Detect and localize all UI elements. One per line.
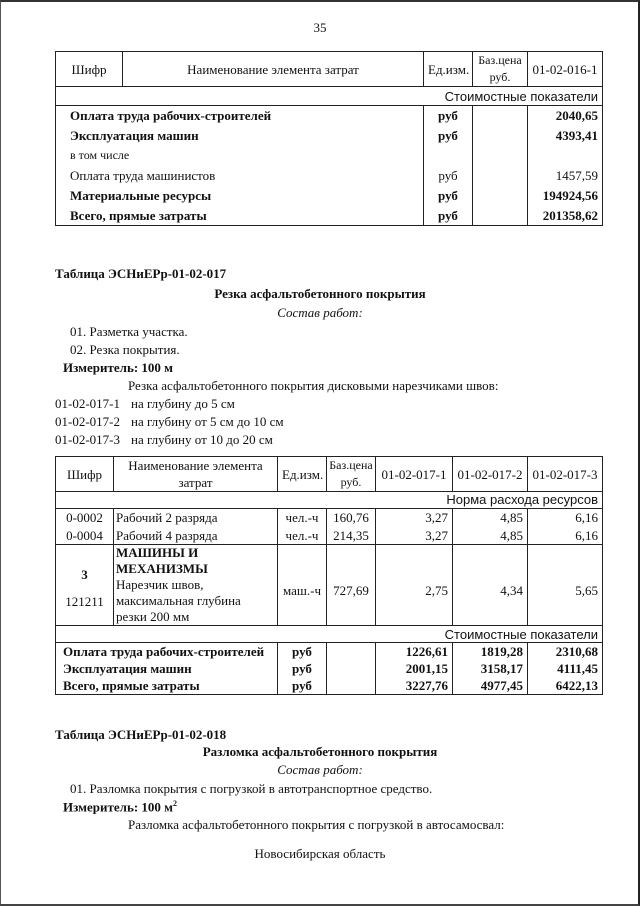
works-label-017: Состав работ: — [277, 305, 363, 320]
section-title-017: Резка асфальтобетонного покрытия — [214, 286, 426, 301]
table-row: Оплата труда рабочих-строителей руб 2040,65 — [56, 106, 603, 126]
header-unit: Ед.изм. — [424, 52, 473, 87]
table-row: Оплата труда машинистов руб 1457,59 — [56, 166, 603, 186]
work-item: 02. Резка покрытия. — [70, 342, 180, 357]
header-code: Шифр — [56, 457, 114, 492]
header-unit: Ед.изм. — [278, 457, 327, 492]
table-row: Оплата труда рабочих-строителей руб 1226,61 1819,28 2310,68 — [56, 643, 603, 661]
machines-group-code: 3 — [81, 567, 88, 582]
header-name: Наименование элемента затрат — [123, 52, 424, 87]
item-code: 01-02-017-3 — [55, 432, 120, 447]
item-text: на глубину от 10 до 20 см — [131, 432, 273, 447]
table-id-018: Таблица ЭСНиЕРр-01-02-018 — [55, 727, 227, 742]
meter-018: Измеритель: 100 $м^2$ — [63, 799, 178, 815]
item-text: на глубину до 5 см — [131, 396, 235, 411]
table-row: Эксплуатация машин руб 2001,15 3158,17 4111,45 — [56, 660, 603, 677]
table-row: Всего, прямые затраты руб 201358,62 — [56, 206, 603, 226]
header-col-017-3: 01-02-017-3 — [528, 457, 603, 492]
machine-code: 121211 — [65, 594, 104, 609]
table-row: 0-0004 Рабочий 4 разряда чел.-ч 214,35 3,27 4,85 6,16 — [56, 527, 603, 545]
footer-region: Новосибирская область — [254, 846, 386, 861]
resource-table-01-02-017 — [55, 456, 603, 695]
item-code: 01-02-017-1 — [55, 396, 120, 411]
table-row: Материальные ресурсы руб 194924,56 — [56, 186, 603, 206]
description-017: Резка асфальтобетонного покрытия дисковыми нарезчиками швов: — [128, 378, 499, 393]
header-col-017-2: 01-02-017-2 — [453, 457, 528, 492]
item-text: на глубину от 5 см до 10 см — [131, 414, 284, 429]
section-label-cost: Стоимостные показатели — [56, 87, 603, 106]
table-row: в том числе — [56, 146, 603, 166]
cost-table-01-02-016 — [55, 51, 603, 226]
table-id-017: Таблица ЭСНиЕРр-01-02-017 — [55, 266, 227, 281]
machines-row: 3 121211 МАШИНЫ И МЕХАНИЗМЫ Нарезчик швов, максимальная глубина резки 200 мм маш.-ч 727,69 2,75 4,34 5,65 — [56, 545, 603, 626]
header-code: Шифр — [56, 52, 123, 87]
item-code: 01-02-017-2 — [55, 414, 120, 429]
header-base-price: Баз.цена руб. — [327, 457, 376, 492]
header-base-price: Баз.цена руб. — [473, 52, 528, 87]
description-018: Разломка асфальтобетонного покрытия с погрузкой в автосамосвал: — [128, 817, 505, 832]
machine-name: Нарезчик швов, максимальная глубина резки 200 мм — [116, 577, 241, 624]
table-row: Всего, прямые затраты руб 3227,76 4977,45 6422,13 — [56, 677, 603, 695]
header-col-017-1: 01-02-017-1 — [376, 457, 453, 492]
works-label-018: Состав работ: — [277, 762, 363, 777]
machines-group-name: МАШИНЫ И МЕХАНИЗМЫ — [116, 545, 208, 576]
work-item: 01. Разметка участка. — [70, 324, 188, 339]
table-row: 0-0002 Рабочий 2 разряда чел.-ч 160,76 3,27 4,85 6,16 — [56, 509, 603, 527]
section-label-cost: Стоимостные показатели — [56, 626, 603, 643]
table-row: Эксплуатация машин руб 4393,41 — [56, 126, 603, 146]
header-col-016-1: 01-02-016-1 — [528, 52, 603, 87]
header-name: Наименование элемента затрат — [114, 457, 278, 492]
section-title-018: Разломка асфальтобетонного покрытия — [202, 744, 438, 759]
page-number: 35 — [313, 20, 327, 35]
meter-017: Измеритель: 100 м — [63, 360, 174, 375]
section-label-norm: Норма расхода ресурсов — [56, 492, 603, 509]
work-item: 01. Разломка покрытия с погрузкой в автотранспортное средство. — [70, 781, 433, 796]
